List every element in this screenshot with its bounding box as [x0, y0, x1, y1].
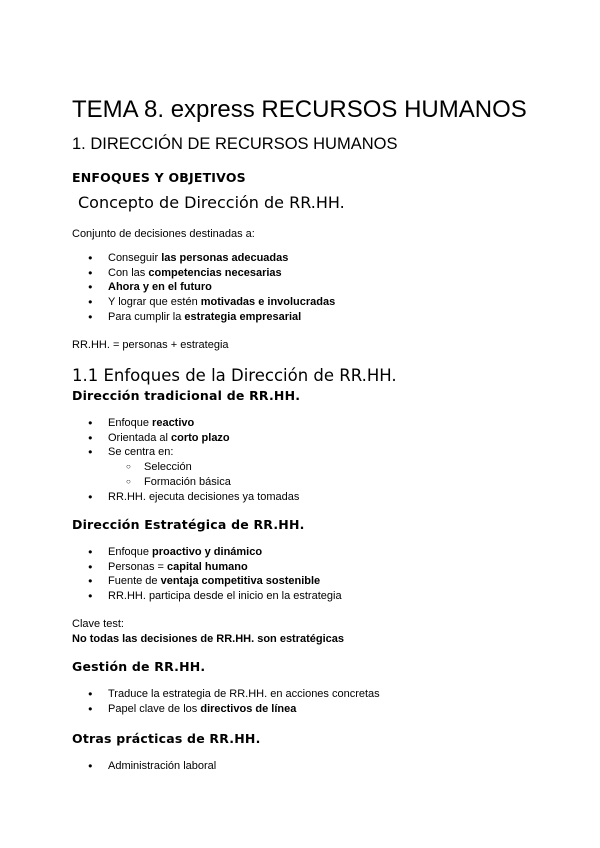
tradicional-heading: Dirección tradicional de RR.HH. — [72, 388, 301, 403]
document-title: TEMA 8. express RECURSOS HUMANOS — [72, 96, 527, 123]
gestion-list — [72, 687, 380, 716]
otras-list — [72, 759, 216, 774]
formula-text: RR.HH. = personas + estrategia — [72, 339, 229, 351]
list-item: ● RR.HH. ejecuta decisiones ya tomadas — [72, 490, 299, 505]
list-item: ● Y lograr que estén motivadas e involucradas — [72, 295, 335, 310]
list-item: ● Conseguir las personas adecuadas — [72, 251, 335, 266]
clave-text: No todas las decisiones de RR.HH. son estratégicas — [72, 633, 345, 645]
estrategica-heading: Dirección Estratégica de RR.HH. — [72, 517, 305, 532]
enfoques-heading: 1.1 Enfoques de la Dirección de RR.HH. — [72, 366, 397, 385]
section-heading: 1. DIRECCIÓN DE RECURSOS HUMANOS — [72, 135, 398, 153]
list-item: ● Ahora y en el futuro — [72, 280, 335, 295]
list-item: ● Papel clave de los directivos de línea — [72, 702, 380, 717]
concept-intro: Conjunto de decisiones destinadas a: — [72, 228, 255, 240]
list-item: ● Para cumplir la estrategia empresarial — [72, 310, 335, 325]
list-item: ● Enfoque proactivo y dinámico — [72, 545, 342, 560]
concept-list — [72, 251, 335, 325]
tradicional-list — [72, 416, 299, 504]
gestion-heading: Gestión de RR.HH. — [72, 659, 206, 674]
estrategica-list — [72, 545, 342, 604]
otras-heading: Otras prácticas de RR.HH. — [72, 731, 261, 746]
clave-label: Clave test: — [72, 618, 124, 630]
concept-heading: Concepto de Dirección de RR.HH. — [78, 193, 345, 212]
list-item: ● Con las competencias necesarias — [72, 266, 335, 281]
list-item: ● Personas = capital humano — [72, 560, 342, 575]
sub-list-item: ○ Selección — [72, 460, 299, 475]
list-item: ● RR.HH. participa desde el inicio en la estrategia — [72, 589, 342, 604]
list-item: ● Administración laboral — [72, 759, 216, 774]
sub-list-item: ○ Formación básica — [72, 475, 299, 490]
subsection-label: ENFOQUES Y OBJETIVOS — [72, 170, 246, 185]
list-item: ● Se centra en: — [72, 445, 299, 460]
list-item: ● Enfoque reactivo — [72, 416, 299, 431]
list-item: ● Fuente de ventaja competitiva sostenible — [72, 574, 342, 589]
list-item: ● Traduce la estrategia de RR.HH. en acciones concretas — [72, 687, 380, 702]
list-item: ● Orientada al corto plazo — [72, 431, 299, 446]
